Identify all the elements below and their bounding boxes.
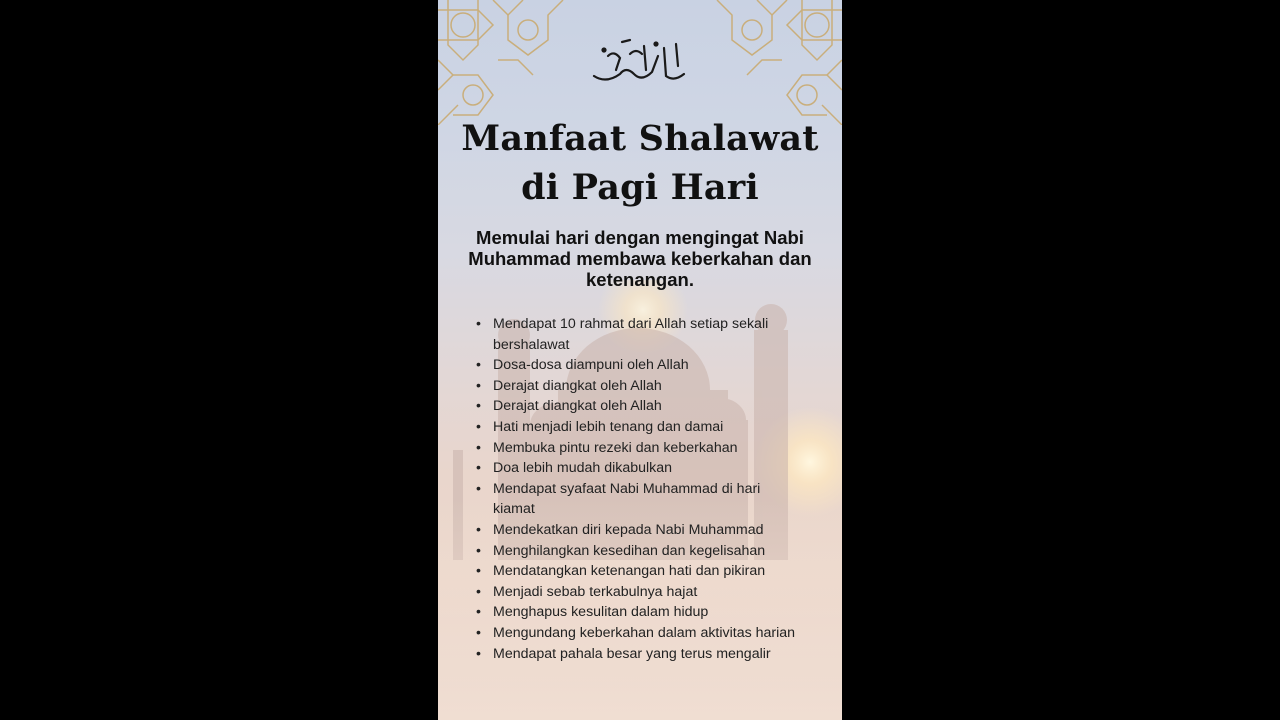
list-item: • Derajat diangkat oleh Allah — [476, 376, 806, 397]
list-item: • Derajat diangkat oleh Allah — [476, 396, 806, 417]
list-item: • Menjadi sebab terkabulnya hajat — [476, 582, 806, 603]
title-line-1: Manfaat Shalawat — [461, 118, 819, 159]
subtitle: Memulai hari dengan mengingat Nabi Muhammad membawa keberkahan dan ketenangan. — [468, 227, 812, 290]
poster — [438, 0, 842, 720]
corner-ornament-left — [438, 0, 573, 125]
list-item: • Doa lebih mudah dikabulkan — [476, 458, 806, 479]
list-item: • Menghapus kesulitan dalam hidup — [476, 602, 806, 623]
list-item: • Menghilangkan kesedihan dan kegelisahan — [476, 541, 806, 562]
list-item: • Dosa-dosa diampuni oleh Allah — [476, 355, 806, 376]
list-item: • Mendapat 10 rahmat dari Allah setiap sekali bershalawat — [476, 314, 806, 355]
list-item: • Mengundang keberkahan dalam aktivitas harian — [476, 623, 806, 644]
list-item: • Mendatangkan ketenangan hati dan pikiran — [476, 561, 806, 582]
list-item: • Mendapat syafaat Nabi Muhammad di hari kiamat — [476, 479, 806, 520]
corner-ornament-right — [707, 0, 842, 125]
title-line-2: di Pagi Hari — [521, 167, 759, 208]
list-item: • Mendapat pahala besar yang terus mengalir — [476, 644, 806, 665]
benefits-list — [476, 314, 806, 664]
list-item: • Hati menjadi lebih tenang dan damai — [476, 417, 806, 438]
list-item: • Mendekatkan diri kepada Nabi Muhammad — [476, 520, 806, 541]
list-item: • Membuka pintu rezeki dan keberkahan — [476, 438, 806, 459]
arabic-calligraphy-logo — [586, 36, 696, 88]
